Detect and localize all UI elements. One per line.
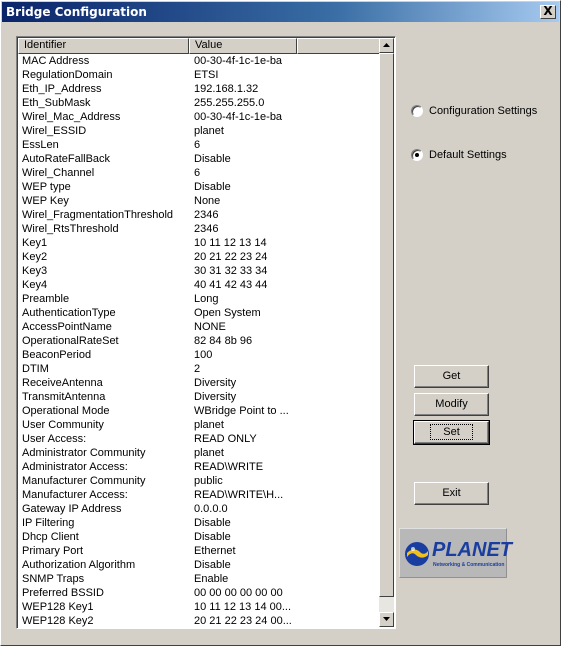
row-value: 20 21 22 23 24 00...	[194, 615, 292, 627]
set-button[interactable]	[414, 421, 489, 444]
row-identifier: Key1	[22, 237, 48, 249]
row-identifier: Dhcp Client	[22, 531, 79, 543]
table-row[interactable]	[18, 446, 381, 460]
row-value: READ\WRITE\H...	[194, 489, 284, 501]
table-row[interactable]	[18, 530, 381, 544]
table-row[interactable]	[18, 516, 381, 530]
planet-logo	[399, 528, 512, 578]
table-row[interactable]	[18, 376, 381, 390]
row-value: WBridge Point to ...	[194, 405, 289, 417]
row-value: Disable	[194, 517, 231, 529]
row-identifier: Primary Port	[22, 545, 84, 557]
default-settings-label: Default Settings	[429, 149, 507, 161]
row-value: 10 11 12 13 14 00...	[194, 601, 292, 613]
modify-button[interactable]: Modify	[414, 393, 489, 416]
row-value: None	[194, 195, 221, 207]
list-header	[18, 38, 381, 54]
table-row[interactable]	[18, 82, 381, 96]
scroll-thumb[interactable]	[379, 53, 394, 597]
table-row[interactable]	[18, 222, 381, 236]
row-value: 00 00 00 00 00 00	[194, 587, 283, 599]
row-identifier: Authorization Algorithm	[22, 559, 136, 571]
logo-wordmark: PLANET	[432, 539, 512, 561]
table-row[interactable]	[18, 390, 381, 404]
row-value: Diversity	[194, 377, 237, 389]
table-row[interactable]	[18, 334, 381, 348]
configuration-settings-label: Configuration Settings	[429, 105, 538, 117]
row-identifier: Administrator Access:	[22, 461, 128, 473]
row-identifier: User Access:	[22, 433, 87, 445]
table-row[interactable]	[18, 432, 381, 446]
row-identifier: Eth_IP_Address	[22, 83, 102, 95]
row-value: Disable	[194, 531, 231, 543]
table-row[interactable]	[18, 166, 381, 180]
get-button[interactable]: Get	[414, 365, 489, 388]
table-row[interactable]	[18, 614, 381, 628]
globe-icon	[403, 540, 431, 568]
row-value: 82 84 8b 96	[194, 335, 253, 347]
row-value: Disable	[194, 153, 231, 165]
table-row[interactable]	[18, 236, 381, 250]
table-row[interactable]	[18, 404, 381, 418]
table-row[interactable]	[18, 474, 381, 488]
row-identifier: IP Filtering	[22, 517, 75, 529]
row-identifier: Wirel_Channel	[22, 167, 95, 179]
table-row[interactable]	[18, 572, 381, 586]
row-identifier: WEP Key	[22, 195, 69, 207]
row-value: 10 11 12 13 14	[194, 237, 267, 249]
row-identifier: Key2	[22, 251, 48, 263]
logo-tagline: Networking & Communication	[433, 562, 505, 568]
row-value: 00-30-4f-1c-1e-ba	[194, 55, 283, 67]
table-row[interactable]	[18, 558, 381, 572]
row-identifier: WEP128 Key1	[22, 601, 94, 613]
row-identifier: Manufacturer Access:	[22, 489, 128, 501]
row-value: Open System	[194, 307, 261, 319]
row-value: 6	[194, 139, 201, 151]
row-value: NONE	[194, 321, 226, 333]
table-row[interactable]	[18, 306, 381, 320]
row-value: 40 41 42 43 44	[194, 279, 268, 291]
arrow-up-icon	[383, 43, 390, 47]
row-identifier: AccessPointName	[22, 321, 112, 333]
row-value: planet	[194, 125, 224, 137]
scroll-down-button[interactable]	[379, 612, 394, 627]
title-bar	[2, 2, 559, 22]
table-row[interactable]	[18, 152, 381, 166]
table-row[interactable]	[18, 278, 381, 292]
table-row[interactable]	[18, 208, 381, 222]
row-identifier: Key3	[22, 265, 48, 277]
default-settings-radio[interactable]	[411, 149, 507, 161]
row-identifier: Preamble	[22, 293, 70, 305]
table-row[interactable]	[18, 250, 381, 264]
row-identifier: TransmitAntenna	[22, 391, 106, 403]
row-value: 192.168.1.32	[194, 83, 259, 95]
row-identifier: WEP128 Key2	[22, 615, 94, 627]
table-row[interactable]	[18, 320, 381, 334]
table-row[interactable]	[18, 488, 381, 502]
close-icon: X	[543, 4, 553, 18]
row-identifier: Preferred BSSID	[22, 587, 104, 599]
row-value: Diversity	[194, 391, 237, 403]
close-button[interactable]	[540, 5, 556, 19]
row-identifier: AuthenticationType	[22, 307, 116, 319]
radio-dot-icon	[411, 105, 423, 117]
table-row[interactable]	[18, 180, 381, 194]
row-identifier: Wirel_RtsThreshold	[22, 223, 119, 235]
row-value: 6	[194, 167, 201, 179]
list-rows	[18, 54, 381, 628]
row-value: 255.255.255.0	[194, 97, 265, 109]
table-row[interactable]	[18, 124, 381, 138]
arrow-down-icon	[383, 617, 390, 621]
row-identifier: Administrator Community	[22, 447, 146, 459]
exit-button[interactable]: Exit	[414, 482, 489, 505]
row-value: Ethernet	[194, 545, 236, 557]
row-value: 00-30-4f-1c-1e-ba	[194, 111, 283, 123]
row-identifier: Wirel_Mac_Address	[22, 111, 121, 123]
row-value: Disable	[194, 181, 231, 193]
row-identifier: DTIM	[22, 363, 49, 375]
row-value: 100	[194, 349, 213, 361]
row-value: Long	[194, 293, 219, 305]
row-identifier: Eth_SubMask	[22, 97, 91, 109]
row-value: ETSI	[194, 69, 219, 81]
row-identifier: User Community	[22, 419, 104, 431]
table-row[interactable]	[18, 68, 381, 82]
row-value: Disable	[194, 559, 231, 571]
row-identifier: WEP type	[22, 181, 71, 193]
settings-list[interactable]	[16, 36, 396, 629]
column-value[interactable]: Value	[189, 38, 297, 54]
row-identifier: Wirel_ESSID	[22, 125, 87, 137]
row-value: READ ONLY	[194, 433, 257, 445]
row-value: READ\WRITE	[194, 461, 264, 473]
row-value: 2346	[194, 209, 219, 221]
row-identifier: Manufacturer Community	[22, 475, 146, 487]
row-value: 2	[194, 363, 201, 375]
configuration-settings-radio[interactable]	[411, 105, 537, 117]
table-row[interactable]	[18, 418, 381, 432]
window-title: Bridge Configuration	[6, 5, 147, 19]
table-row[interactable]	[18, 348, 381, 362]
radio-dot-icon	[411, 149, 423, 161]
row-value: 0.0.0.0	[194, 503, 228, 515]
column-identifier[interactable]: Identifier	[18, 38, 189, 54]
row-identifier: EssLen	[22, 139, 59, 151]
column-empty[interactable]	[297, 38, 381, 54]
table-row[interactable]	[18, 600, 381, 614]
scroll-up-button[interactable]	[379, 38, 394, 53]
row-identifier: BeaconPeriod	[22, 349, 92, 361]
table-row[interactable]	[18, 138, 381, 152]
row-identifier: Operational Mode	[22, 405, 110, 417]
vertical-scrollbar[interactable]	[379, 38, 394, 627]
set-button-label: Set	[430, 424, 473, 440]
table-row[interactable]	[18, 194, 381, 208]
table-row[interactable]	[18, 292, 381, 306]
row-identifier: RegulationDomain	[22, 69, 113, 81]
table-row[interactable]	[18, 110, 381, 124]
row-value: 30 31 32 33 34	[194, 265, 268, 277]
row-identifier: Gateway IP Address	[22, 503, 122, 515]
table-row[interactable]	[18, 54, 381, 68]
row-value: Enable	[194, 573, 229, 585]
row-identifier: Wirel_FragmentationThreshold	[22, 209, 174, 221]
table-row[interactable]	[18, 264, 381, 278]
row-value: 20 21 22 23 24	[194, 251, 268, 263]
table-row[interactable]	[18, 586, 381, 600]
table-row[interactable]	[18, 362, 381, 376]
row-identifier: SNMP Traps	[22, 573, 85, 585]
row-value: planet	[194, 419, 224, 431]
row-identifier: ReceiveAntenna	[22, 377, 103, 389]
table-row[interactable]	[18, 460, 381, 474]
row-identifier: OperationalRateSet	[22, 335, 119, 347]
row-identifier: AutoRateFallBack	[22, 153, 111, 165]
row-value: planet	[194, 447, 224, 459]
table-row[interactable]	[18, 96, 381, 110]
row-value: 2346	[194, 223, 219, 235]
row-value: public	[194, 475, 223, 487]
table-row[interactable]	[18, 502, 381, 516]
row-identifier: MAC Address	[22, 55, 90, 67]
row-identifier: Key4	[22, 279, 48, 291]
table-row[interactable]	[18, 544, 381, 558]
